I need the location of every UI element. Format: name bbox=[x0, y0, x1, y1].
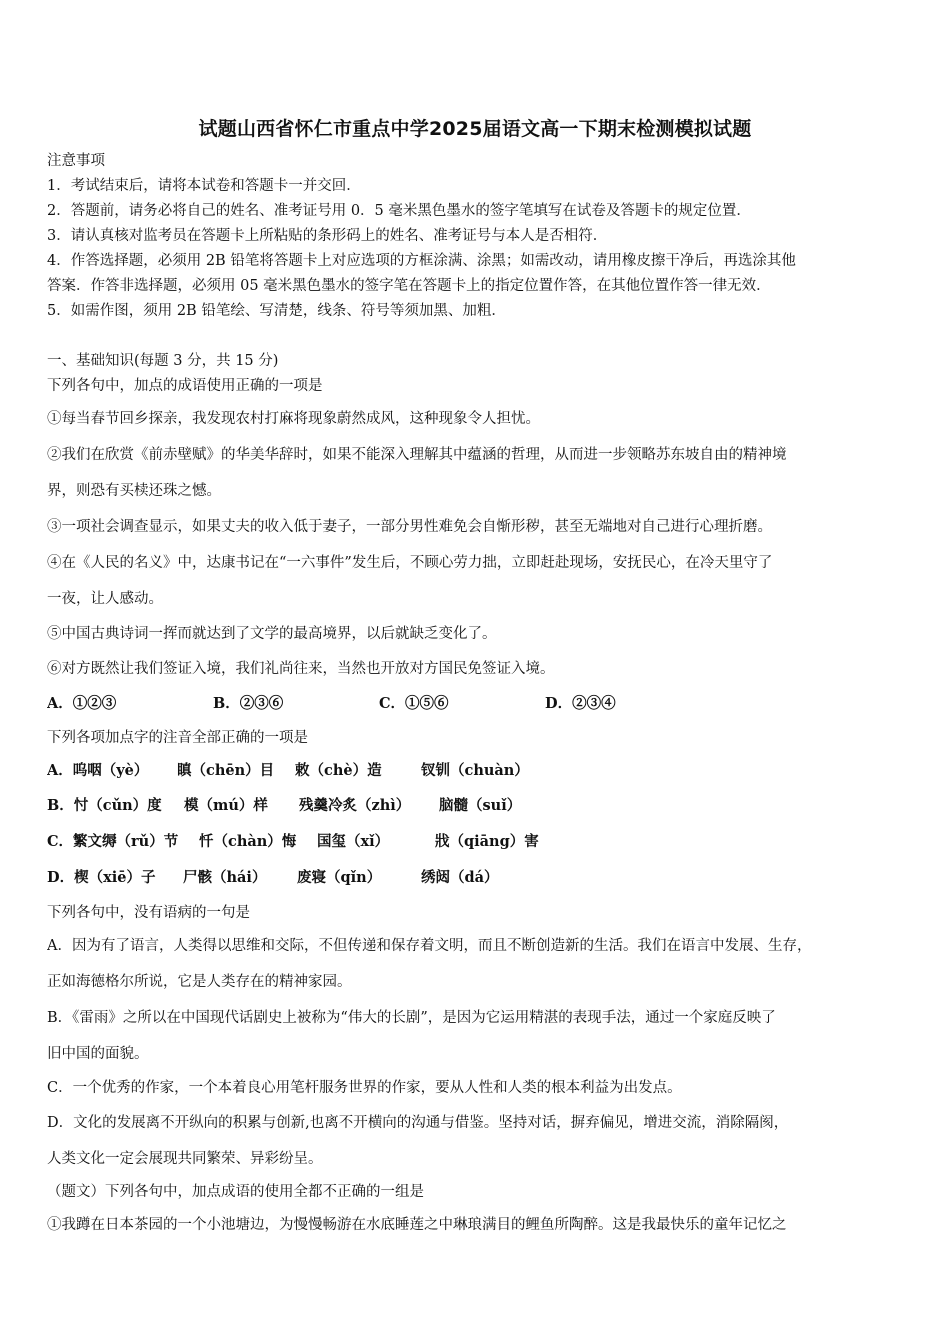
question-option-line: D．文化的发展离不开纵向的积累与创新,也离不开横向的沟通与借鉴。坚持对话，摒弃偏见，增进交流，消除隔阂， bbox=[47, 1115, 789, 1131]
question-stem: 下列各项加点字的注音全部正确的一项是 bbox=[47, 730, 308, 746]
option-part: 废寝（qǐn） bbox=[297, 869, 382, 886]
option-part: 模（mú）样 bbox=[184, 797, 268, 814]
notice-item: 2．答题前，请务必将自己的姓名、准考证号用 0．5 毫米黑色墨水的签字笔填写在试卷及答题卡的规定位置． bbox=[47, 203, 751, 219]
question-sentence: ④在《人民的名义》中，达康书记在“一六事件”发生后，不顾心劳力拙，立即赶赴现场，安抚民心，在冷天里守了 bbox=[47, 555, 773, 571]
option-part: D．楔（xiē）子 bbox=[47, 869, 156, 886]
option-part: 残羹冷炙（zhì） bbox=[299, 797, 411, 814]
notice-item: 3．请认真核对监考员在答题卡上所粘贴的条形码上的姓名、准考证号与本人是否相符． bbox=[47, 228, 608, 244]
option-part: C．繁文缛（rǔ）节 bbox=[47, 833, 179, 850]
notice-item: 1．考试结束后，请将本试卷和答题卡一并交回． bbox=[47, 178, 361, 194]
question-option-line: 人类文化一定会展现共同繁荣、异彩纷呈。 bbox=[47, 1151, 323, 1167]
question-sentence: ⑤中国古典诗词一挥而就达到了文学的最高境界，以后就缺乏变化了。 bbox=[47, 626, 497, 642]
option-c[interactable] bbox=[47, 832, 917, 852]
option-part: 尸骸（hái） bbox=[183, 869, 267, 886]
option-part: A．呜咽（yè） bbox=[47, 762, 149, 779]
question-sentence: ③一项社会调查显示，如果丈夫的收入低于妻子，一部分男性难免会自惭形秽，甚至无端地对自己进行心理折磨。 bbox=[47, 519, 772, 535]
option-b[interactable] bbox=[47, 796, 917, 816]
question-sentence: ②我们在欣赏《前赤壁赋》的华美华辞时，如果不能深入理解其中蕴涵的哲理，从而进一步领略苏东坡自由的精神境 bbox=[47, 447, 787, 463]
option-a[interactable]: A．①②③ bbox=[47, 695, 117, 712]
option-part: 脑髓（suǐ） bbox=[439, 797, 522, 814]
notice-item: 答案．作答非选择题，必须用 05 毫米黑色墨水的签字笔在答题卡上的指定位置作答，在其他位置作答一律无效． bbox=[47, 278, 771, 294]
question-option-line: A．因为有了语言，人类得以思维和交际，不但传递和保存着文明，而且不断创造新的生活。我们在语言中发展、生存， bbox=[47, 938, 812, 954]
notice-item: 5．如需作图，须用 2B 铅笔绘、写清楚，线条、符号等须加黑、加粗． bbox=[47, 303, 506, 319]
option-part: 瞋（chēn）目 bbox=[177, 762, 275, 779]
option-part: 戕（qiāng）害 bbox=[435, 833, 539, 850]
option-d[interactable]: D．②③④ bbox=[545, 695, 616, 712]
question-sentence: ①每当春节回乡探亲，我发现农村打麻将现象蔚然成风，这种现象令人担忧。 bbox=[47, 411, 540, 427]
option-c[interactable]: C．①⑤⑥ bbox=[379, 695, 449, 712]
option-part: 钗钏（chuàn） bbox=[421, 762, 529, 779]
notice-item: 4．作答选择题，必须用 2B 铅笔将答题卡上对应选项的方框涂满、涂黑；如需改动，请用橡皮擦干净后，再选涂其他 bbox=[47, 253, 796, 269]
question-sentence: 界，则恐有买椟还珠之憾。 bbox=[47, 483, 221, 499]
question-option-line: 正如海德格尔所说，它是人类存在的精神家园。 bbox=[47, 974, 352, 990]
option-d[interactable] bbox=[47, 868, 917, 888]
section-heading: 一、基础知识(每题 3 分，共 15 分) bbox=[47, 353, 279, 369]
option-part: 敕（chè）造 bbox=[295, 762, 382, 779]
option-part: 忏（chàn）悔 bbox=[199, 833, 297, 850]
question-sentence: 一夜，让人感动。 bbox=[47, 591, 163, 607]
document-title: 试题山西省怀仁市重点中学2025届语文高一下期末检测模拟试题 bbox=[198, 118, 752, 140]
question-option-line: B．《雷雨》之所以在中国现代话剧史上被称为“伟大的长剧”，是因为它运用精湛的表现手法，通过一个家庭反映了 bbox=[47, 1010, 776, 1026]
question-option-line: 旧中国的面貌。 bbox=[47, 1046, 149, 1062]
question-sentence: ⑥对方既然让我们签证入境，我们礼尚往来，当然也开放对方国民免签证入境。 bbox=[47, 661, 555, 677]
question-stem: 下列各句中，没有语病的一句是 bbox=[47, 905, 250, 921]
option-a[interactable] bbox=[47, 761, 917, 781]
question-stem: 下列各句中，加点的成语使用正确的一项是 bbox=[47, 378, 323, 394]
question-option-line: C．一个优秀的作家，一个本着良心用笔杆服务世界的作家，要从人性和人类的根本利益为出发点。 bbox=[47, 1080, 682, 1096]
option-part: 绣闼（dá） bbox=[421, 869, 499, 886]
question-sentence: ①我蹲在日本茶园的一个小池塘边，为慢慢畅游在水底睡莲之中琳琅满目的鲤鱼所陶醉。这是我最快乐的童年记忆之 bbox=[47, 1217, 787, 1233]
option-b[interactable]: B．②③⑥ bbox=[213, 695, 284, 712]
notice-heading: 注意事项 bbox=[47, 153, 105, 169]
question-stem: （题文）下列各句中，加点成语的使用全都不正确的一组是 bbox=[47, 1184, 424, 1200]
option-part: 国玺（xǐ） bbox=[317, 833, 390, 850]
option-part: B．忖（cǔn）度 bbox=[47, 797, 162, 814]
answer-options bbox=[47, 694, 917, 714]
